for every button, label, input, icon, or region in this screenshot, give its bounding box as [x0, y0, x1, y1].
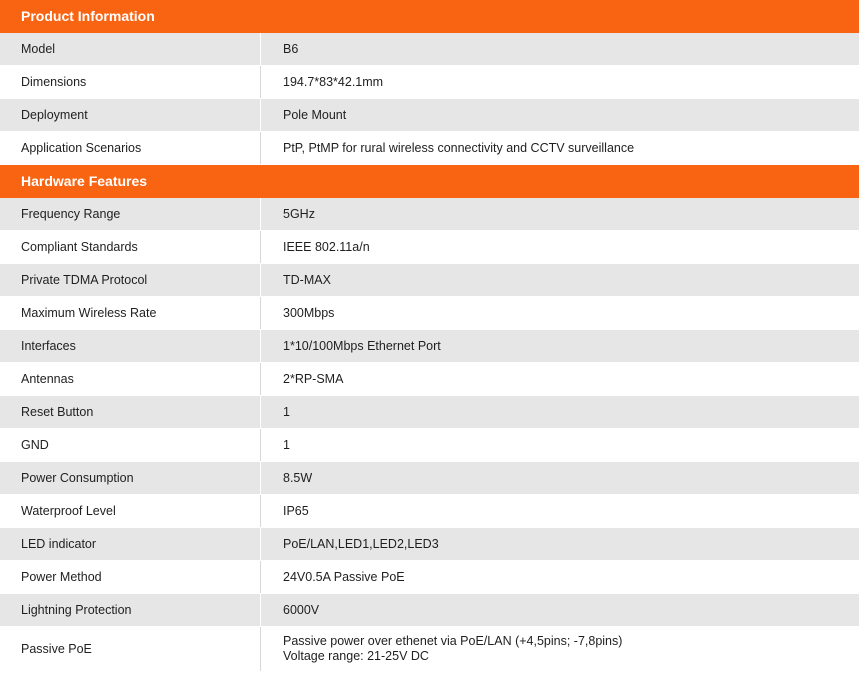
row-label: Model — [0, 33, 261, 65]
row-value-text-line2: Voltage range: 21-25V DC — [283, 649, 429, 663]
row-value — [261, 561, 859, 593]
row-label: Interfaces — [0, 330, 261, 362]
row-value — [261, 627, 859, 671]
row-value-text: Passive power over ethenet via PoE/LAN (+4,5pins; -7,8pins) — [283, 634, 623, 648]
row-label: Waterproof Level — [0, 495, 261, 527]
row-value-text: 8.5W — [283, 470, 313, 485]
table-row — [0, 594, 859, 627]
row-value-text: Pole Mount — [283, 107, 347, 122]
table-row — [0, 561, 859, 594]
row-label: Reset Button — [0, 396, 261, 428]
row-value-text: 5GHz — [283, 206, 315, 221]
row-label: Power Method — [0, 561, 261, 593]
row-label: Frequency Range — [0, 198, 261, 230]
row-value-text: 1*10/100Mbps Ethernet Port — [283, 338, 441, 353]
row-label: Dimensions — [0, 66, 261, 98]
row-label: GND — [0, 429, 261, 461]
table-row — [0, 363, 859, 396]
section-header-product-information: Product Information — [0, 0, 859, 33]
row-value — [261, 594, 859, 626]
row-value-text: 1 — [283, 437, 290, 452]
row-value — [261, 363, 859, 395]
row-value — [261, 33, 859, 65]
row-label: Application Scenarios — [0, 132, 261, 164]
table-row — [0, 264, 859, 297]
row-value-text: PtP, PtMP for rural wireless connectivity and CCTV surveillance — [283, 140, 635, 155]
row-value-text: IP65 — [283, 503, 309, 518]
row-value-text: B6 — [283, 41, 299, 56]
table-row — [0, 198, 859, 231]
row-value-text: PoE/LAN,LED1,LED2,LED3 — [283, 536, 439, 551]
row-label: Deployment — [0, 99, 261, 131]
row-label: Private TDMA Protocol — [0, 264, 261, 296]
row-value — [261, 528, 859, 560]
row-value-text: 24V0.5A Passive PoE — [283, 569, 405, 584]
row-value — [261, 297, 859, 329]
row-value — [261, 495, 859, 527]
row-value — [261, 231, 859, 263]
table-row — [0, 132, 859, 165]
row-label: LED indicator — [0, 528, 261, 560]
row-value-text: 2*RP-SMA — [283, 371, 344, 386]
row-value — [261, 198, 859, 230]
row-label: Antennas — [0, 363, 261, 395]
row-value-text: 194.7*83*42.1mm — [283, 74, 384, 89]
row-value — [261, 330, 859, 362]
row-value — [261, 462, 859, 494]
row-value — [261, 132, 859, 164]
row-value-text: 300Mbps — [283, 305, 335, 320]
table-row — [0, 462, 859, 495]
table-row — [0, 33, 859, 66]
row-value-text: IEEE 802.11a/n — [283, 239, 370, 254]
row-value-text: 6000V — [283, 602, 320, 617]
table-row — [0, 429, 859, 462]
row-value-text: TD-MAX — [283, 272, 331, 287]
table-row — [0, 396, 859, 429]
row-value-text: 1 — [283, 404, 290, 419]
table-row — [0, 297, 859, 330]
section-header-hardware-features: Hardware Features — [0, 165, 859, 198]
row-label: Compliant Standards — [0, 231, 261, 263]
table-row — [0, 66, 859, 99]
row-value — [261, 66, 859, 98]
table-row — [0, 231, 859, 264]
row-value — [261, 429, 859, 461]
table-row — [0, 99, 859, 132]
row-label: Passive PoE — [0, 627, 261, 671]
table-row — [0, 330, 859, 363]
row-value — [261, 396, 859, 428]
row-value — [261, 99, 859, 131]
row-label: Maximum Wireless Rate — [0, 297, 261, 329]
row-label: Lightning Protection — [0, 594, 261, 626]
row-label: Power Consumption — [0, 462, 261, 494]
table-row — [0, 627, 859, 672]
row-value — [261, 264, 859, 296]
table-row — [0, 528, 859, 561]
table-row — [0, 495, 859, 528]
